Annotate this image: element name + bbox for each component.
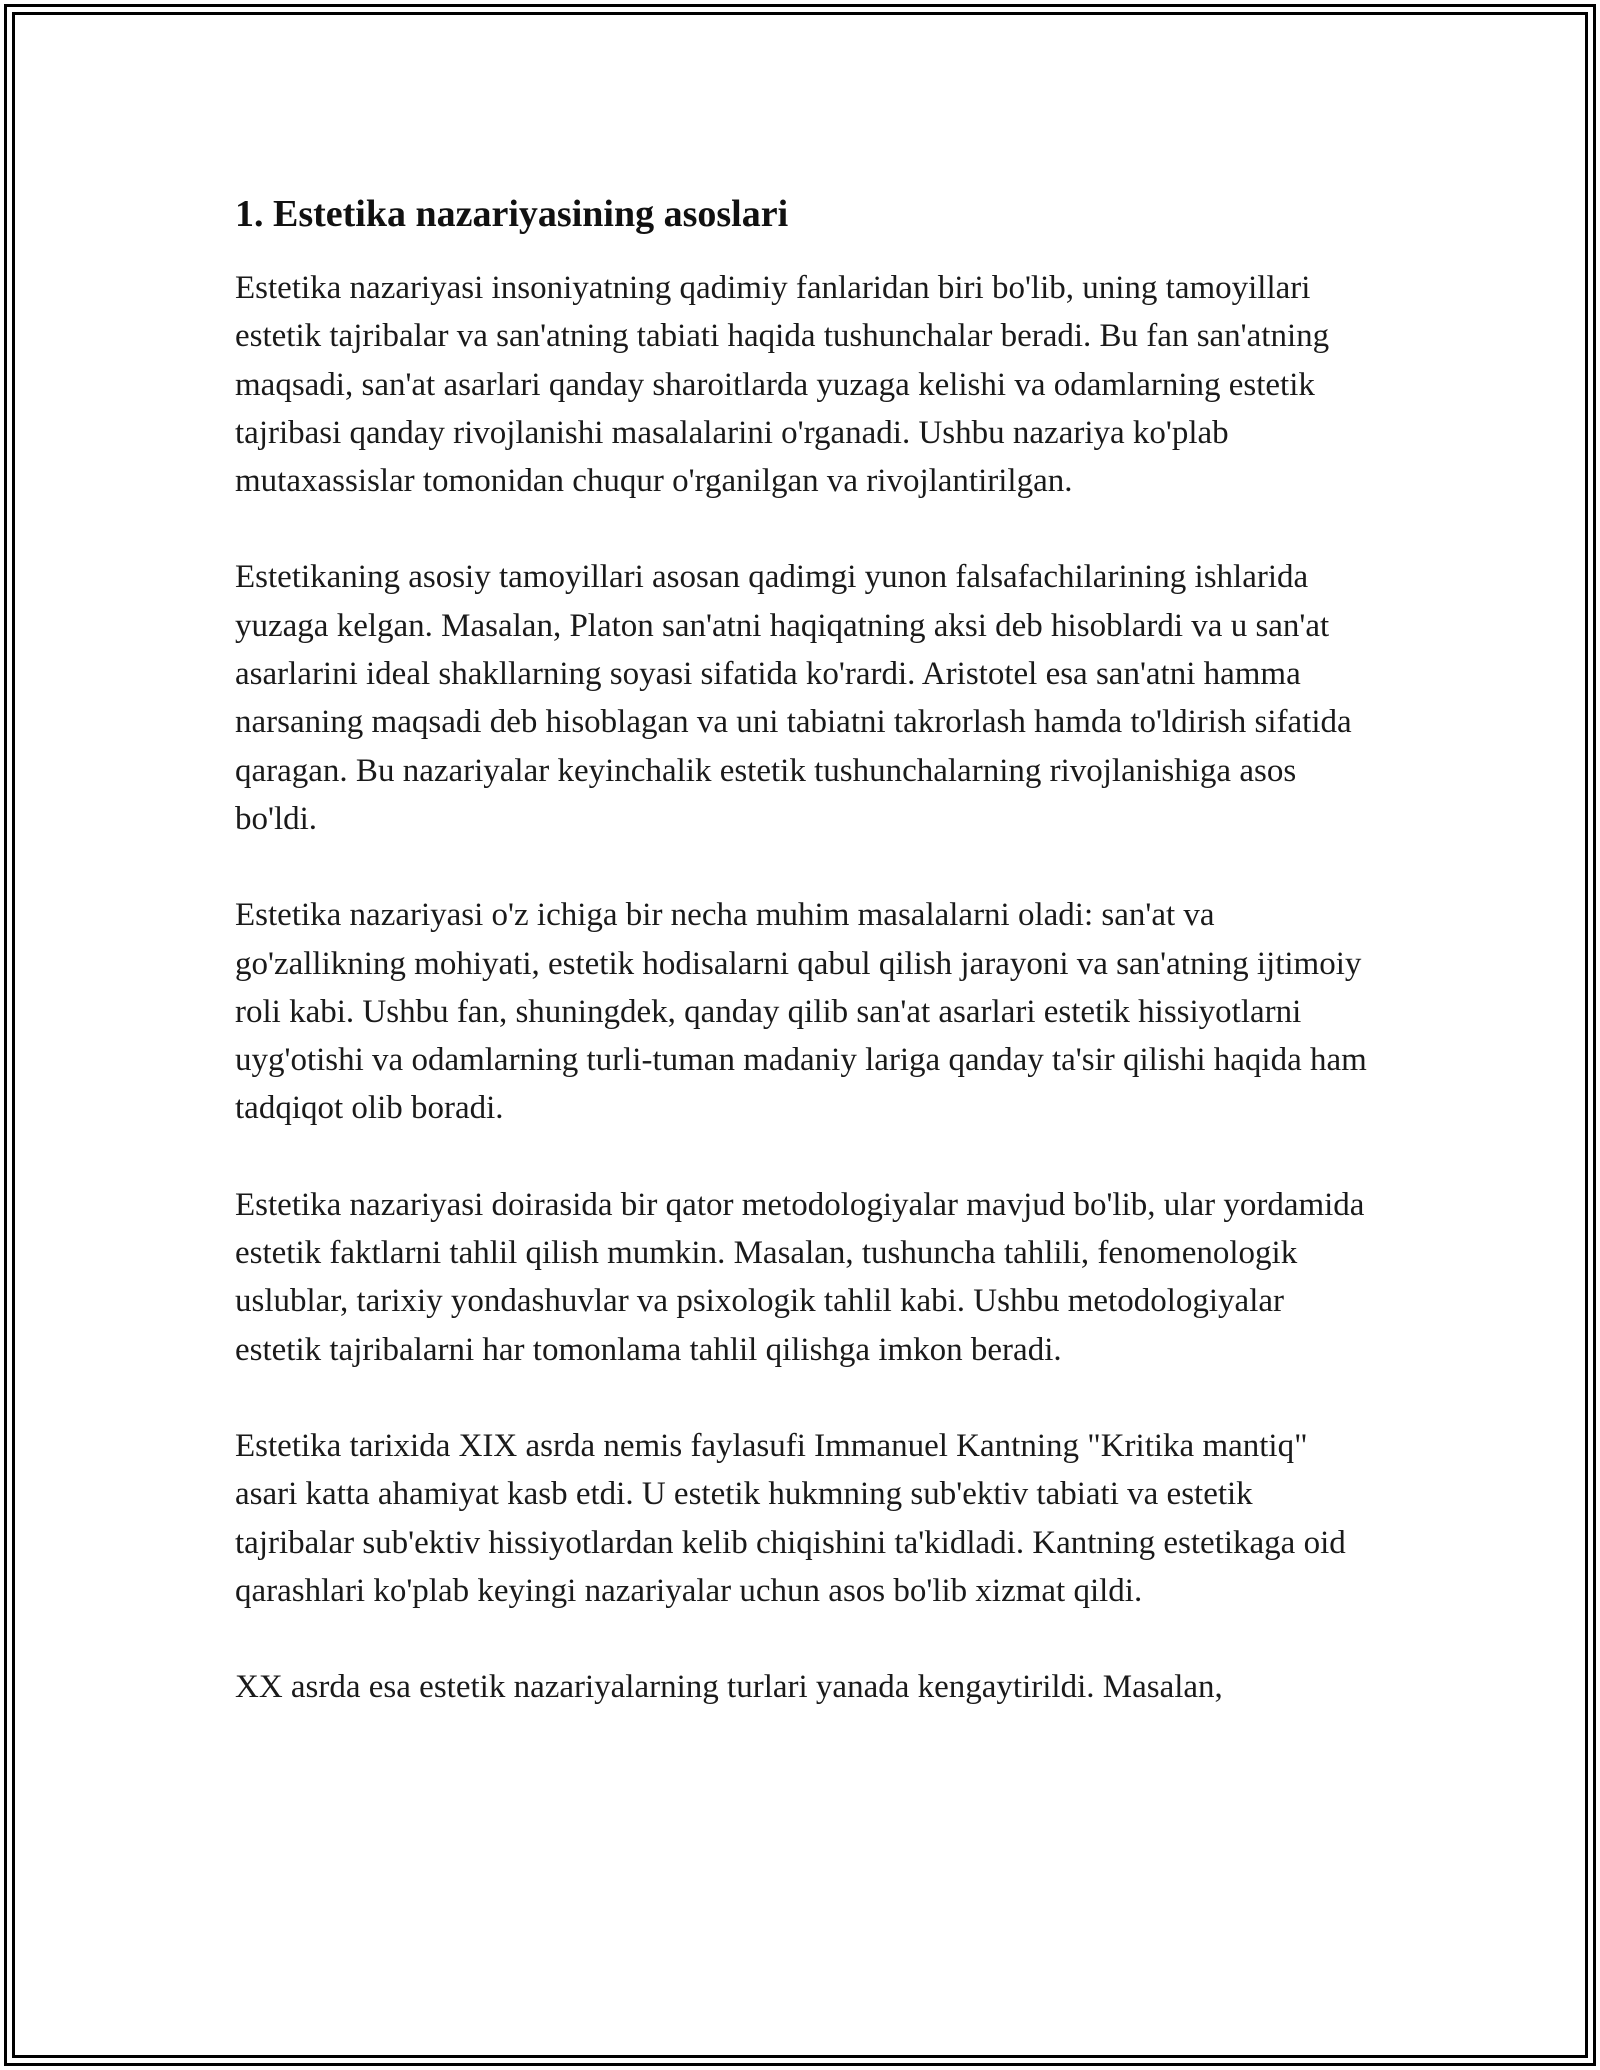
document-body xyxy=(235,186,1375,1759)
paragraph-5: Estetika tarixida XIX asrda nemis faylasufi Immanuel Kantning "Kritika mantiq" asari katta ahamiyat kasb etdi. U estetik hukmning sub'ektiv tabiati va estetik tajribalar sub'ektiv hissiyotlardan kelib chiqishini ta'kidladi. Kantning estetikaga oid qarashlari ko'plab keyingi nazariyalar uchun asos bo'lib xizmat qildi. xyxy=(235,1427,1346,1609)
paragraph-1: Estetika nazariyasi insoniyatning qadimiy fanlaridan biri bo'lib, uning tamoyillari estetik tajribalar va san'atning tabiati haqida tushunchalar beradi. Bu fan san'atning maqsadi, san'at asarlari qanday sharoitlarda yuzaga kelishi va odamlarning estetik tajribasi qanday rivojlanishi masalalarini o'rganadi. Ushbu nazariya ko'plab mutaxassislar tomonidan chuqur o'rganilgan va rivojlantirilgan. xyxy=(235,270,1330,500)
paragraph-3: Estetika nazariyasi o'z ichiga bir necha muhim masalalarni oladi: san'at va go'zallikning mohiyati, estetik hodisalarni qabul qilish jarayoni va san'atning ijtimoiy roli kabi. Ushbu fan, shuningdek, qanday qilib san'at asarlari estetik hissiyotlarni uyg'otishi va odamlarning turli-tuman madaniy lariga qanday ta'sir qilishi haqida ham tadqiqot olib boradi. xyxy=(235,897,1367,1127)
paragraph-2: Estetikaning asosiy tamoyillari asosan qadimgi yunon falsafachilarining ishlarida yuzaga kelgan. Masalan, Platon san'atni haqiqatning aksi deb hisoblardi va u san'at asarlarini ideal shakllarning soyasi sifatida ko'rardi. Aristotel esa san'atni hamma narsaning maqsadi deb hisoblagan va uni tabiatni takrorlash hamda to'ldirish sifatida qaragan. Bu nazariyalar keyinchalik estetik tushunchalarning rivojlanishiga asos bo'ldi. xyxy=(235,559,1352,837)
section-title: 1. Estetika nazariyasining asoslari xyxy=(235,193,789,235)
paragraph-6: XX asrda esa estetik nazariyalarning turlari yanada kengaytirildi. Masalan, xyxy=(235,1669,1223,1706)
paragraph-4: Estetika nazariyasi doirasida bir qator metodologiyalar mavjud bo'lib, ular yordamida estetik faktlarni tahlil qilish mumkin. Masalan, tushuncha tahlili, fenomenologik uslublar, tarixiy yondashuvlar va psixologik tahlil kabi. Ushbu metodologiyalar estetik tajribalarni har tomonlama tahlil qilishga imkon beradi. xyxy=(235,1186,1365,1368)
